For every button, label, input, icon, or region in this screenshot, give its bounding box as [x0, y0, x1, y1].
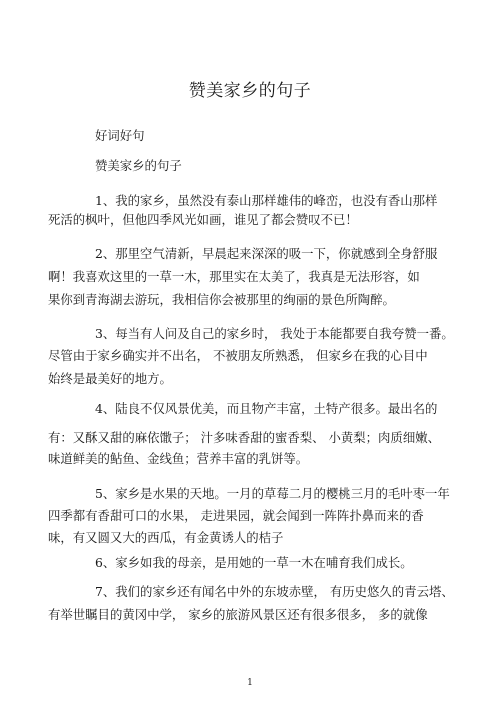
- paragraph-2-line-3: 果你到青海湖去游玩，我相信你会被那里的绚丽的景色所陶醉。: [48, 292, 395, 307]
- paragraph-1-line-2: 死活的枫叶，但他四季风光如画，谁见了都会赞叹不已！: [48, 212, 358, 227]
- paragraph-3-line-1: 3、每当有人问及自己的家乡时， 我处于本能都要自我夸赞一番。: [95, 326, 454, 341]
- paragraph-5-line-3: 味，有又圆又大的西瓜，有金黄诱人的桔子: [48, 530, 284, 545]
- subheading-good-words: 好词好句: [95, 128, 145, 143]
- paragraph-2-line-2: 啊！我喜欢这里的一草一木，那里实在太美了，我真是无法形容，如: [48, 269, 420, 284]
- paragraph-3-line-3: 始终是最美好的地方。: [48, 371, 172, 386]
- paragraph-7-line-1: 7、我们的家乡还有闻名中外的东坡赤壁， 有历史悠久的青云塔、: [95, 584, 454, 599]
- paragraph-4-line-3: 味道鲜美的鲇鱼、金线鱼；营养丰富的乳饼等。: [48, 451, 309, 466]
- paragraph-5-line-2: 四季都有香甜可口的水果， 走进果园，就会闻到一阵阵扑鼻而来的香: [48, 508, 424, 523]
- paragraph-4-line-2: 有：又酥又甜的麻依馓子； 汁多味香甜的蜜香梨、 小黄梨；肉质细嫩、: [48, 430, 440, 445]
- page-number: 1: [247, 678, 253, 688]
- paragraph-5-line-1: 5、家乡是水果的天地。一月的草莓二月的樱桃三月的毛叶枣一年: [95, 486, 450, 501]
- document-title: 赞美家乡的句子: [188, 81, 312, 101]
- paragraph-1-line-1: 1、我的家乡，虽然没有泰山那样雄伟的峰峦，也没有香山那样: [95, 193, 438, 208]
- subheading-sentences: 赞美家乡的句子: [95, 158, 182, 173]
- paragraph-2-line-1: 2、那里空气清新，早晨起来深深的吸一下，你就感到全身舒服: [95, 246, 438, 261]
- paragraph-6-line-1: 6、家乡如我的母亲，是用她的一草一木在哺育我们成长。: [95, 555, 413, 570]
- paragraph-4-line-1: 4、陆良不仅风景优美，而且物产丰富，土特产很多。最出名的: [95, 401, 438, 416]
- paragraph-7-line-2: 有举世瞩目的黄冈中学， 家乡的旅游风景区还有很多很多， 多的就像: [48, 607, 428, 622]
- paragraph-3-line-2: 尽管由于家乡确实并不出名， 不被朋友所熟悉， 但家乡在我的心目中: [48, 348, 428, 363]
